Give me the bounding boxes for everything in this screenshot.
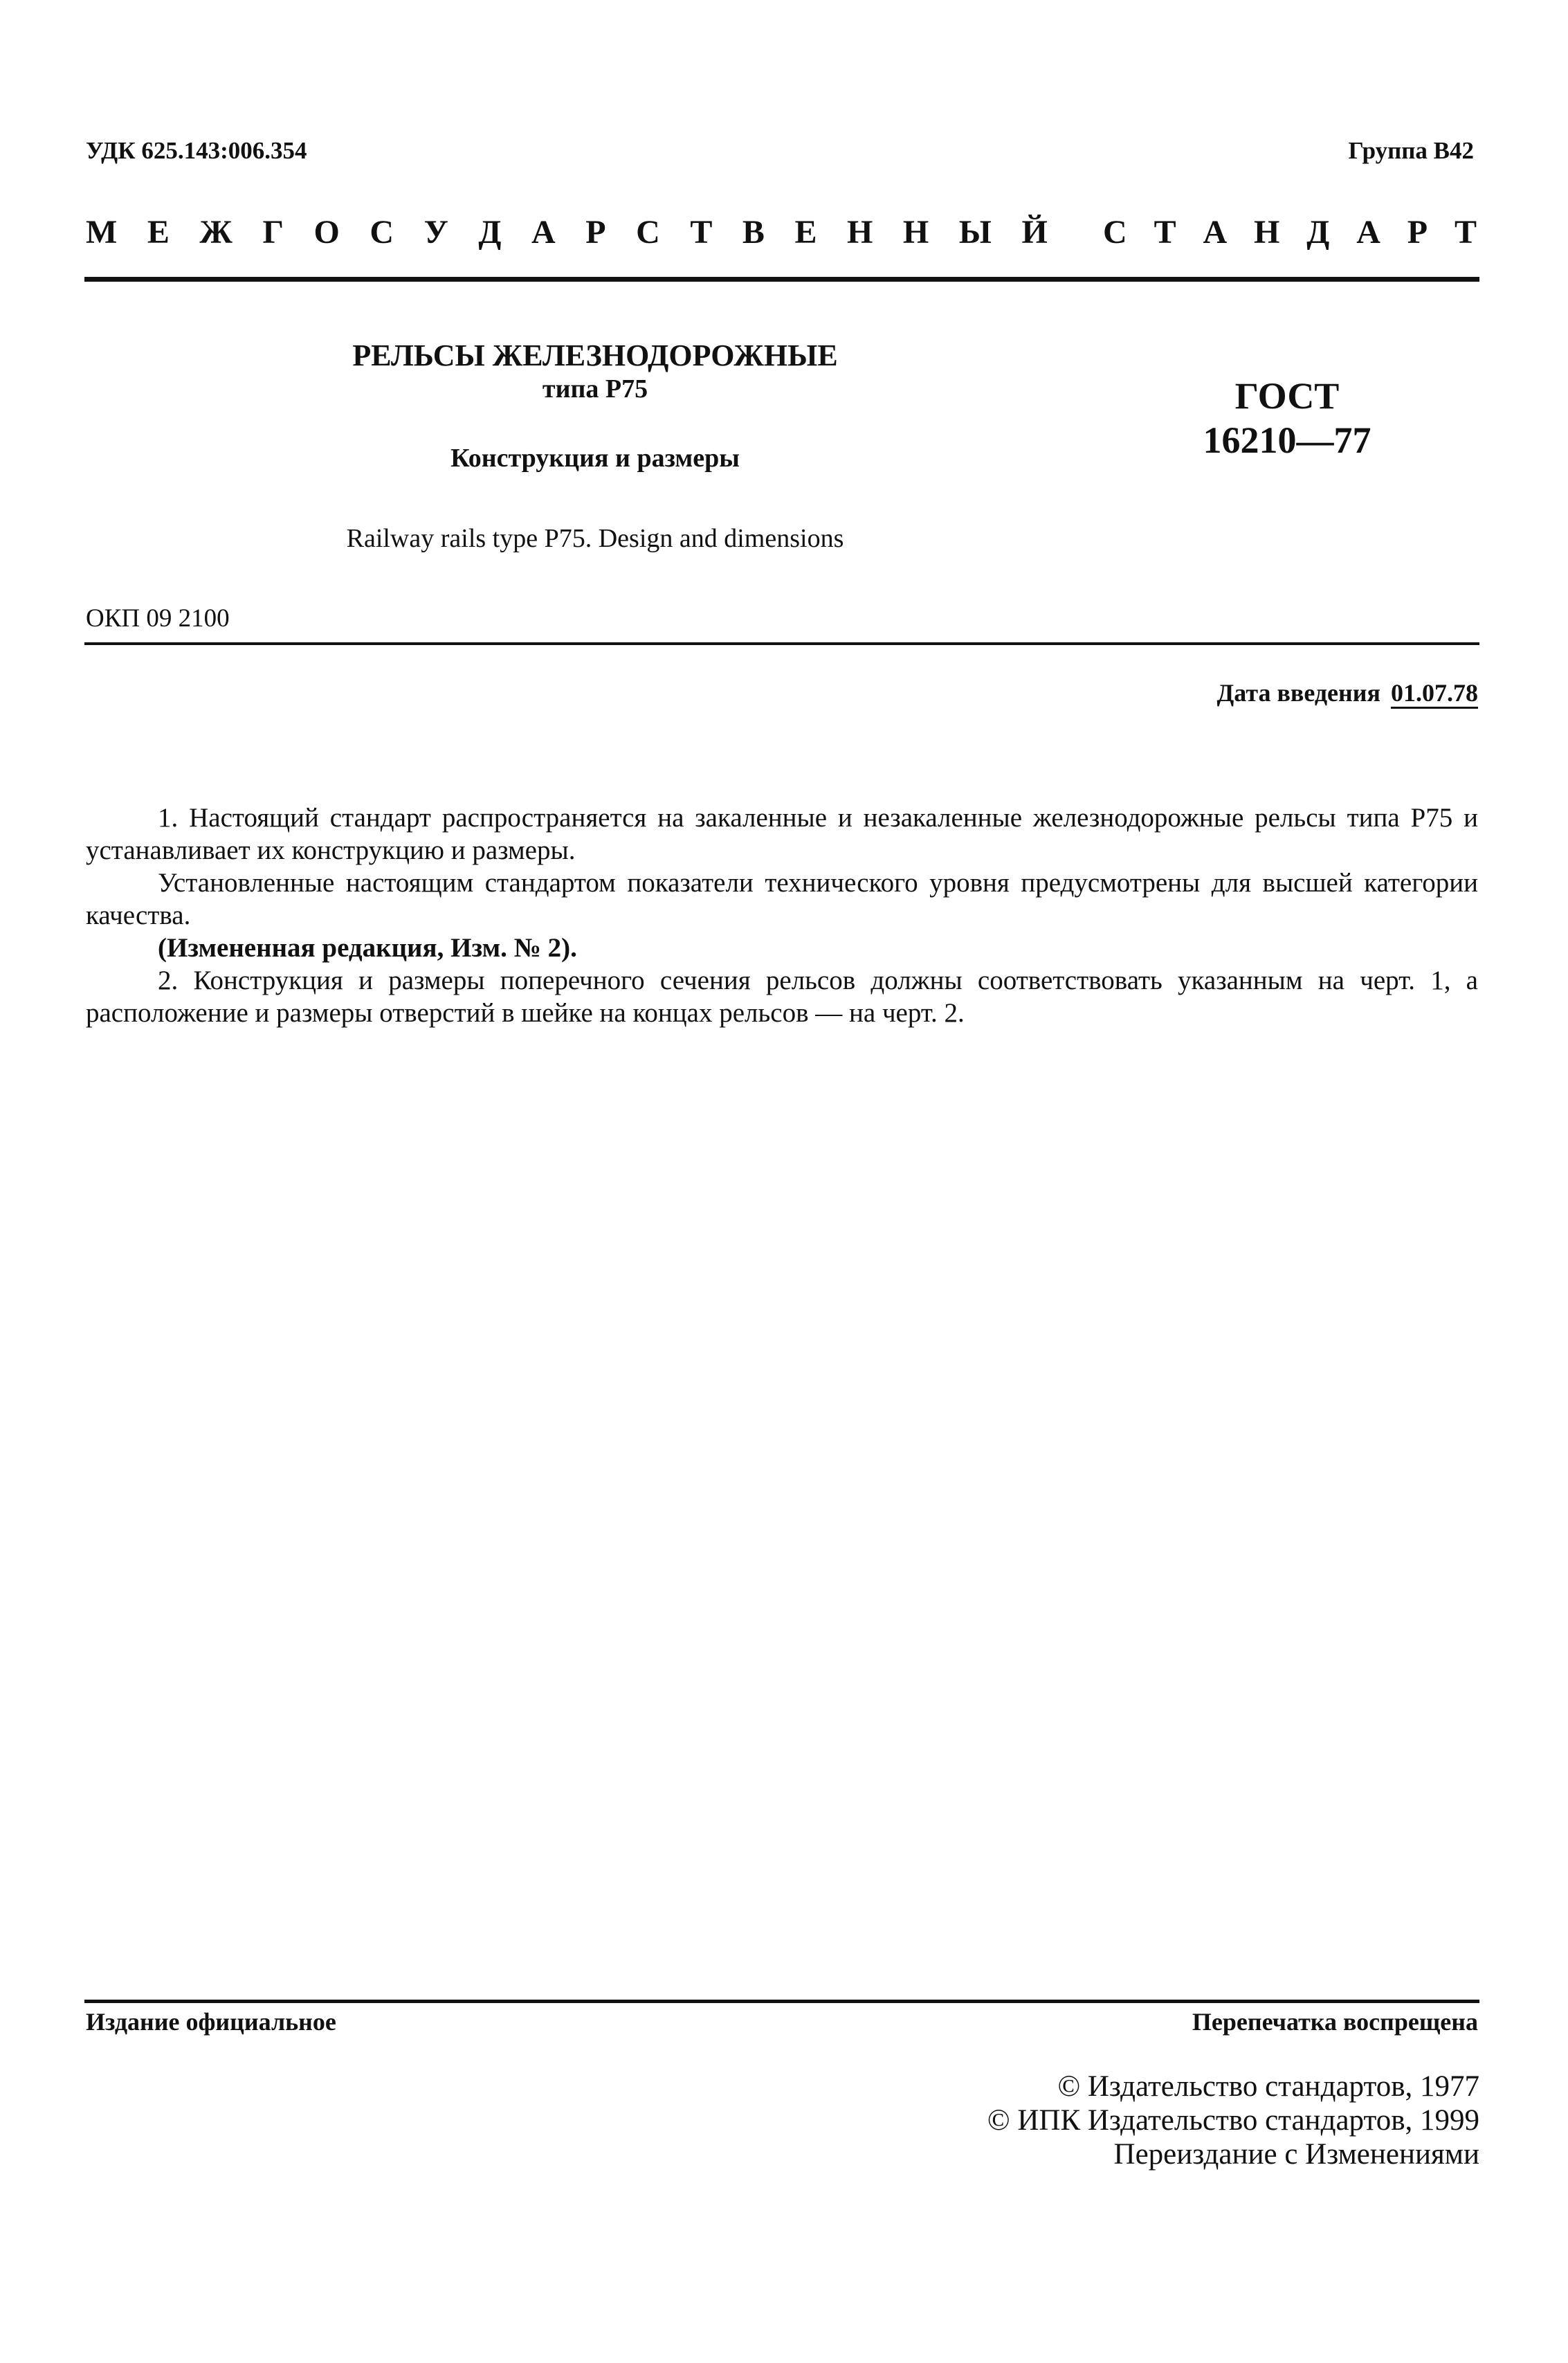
document-topic: Конструкция и размеры [450, 444, 740, 473]
body-text [86, 802, 1478, 1029]
heading-letter: Д [1306, 214, 1330, 251]
introduction-date-value: 01.07.78 [1391, 679, 1478, 707]
paragraph-design: 2. Конструкция и размеры поперечного сечения рельсов должны соответствовать указанным на черт. 1, а расположение и размеры отверстий в шейке на концах рельсов — на черт. 2. [86, 966, 1478, 1028]
heading-letter: Р [1407, 214, 1428, 251]
gost-designation [1169, 374, 1405, 462]
heading-letter: Н [902, 214, 929, 251]
heading-letter: Ы [958, 214, 992, 251]
heading-letter: Е [794, 214, 817, 251]
udk-code: УДК 625.143:006.354 [86, 137, 307, 164]
heading-letter: Т [1154, 214, 1176, 251]
heading-letter: А [1356, 214, 1380, 251]
heading-letter: С [370, 214, 394, 251]
heading-letter: С [636, 214, 660, 251]
heading-letter: Т [690, 214, 713, 251]
interstate-standard-heading [86, 213, 1477, 251]
heading-letter: О [313, 214, 340, 251]
heading-letter: Г [262, 214, 284, 251]
heading-letter: Н [1254, 214, 1280, 251]
reprint-prohibited-label: Перепечатка воспрещена [1192, 2008, 1478, 2036]
heading-letter: У [423, 214, 448, 251]
heading-letter: А [1203, 214, 1228, 251]
heading-letter: Ж [199, 214, 233, 251]
heading-letter: Р [585, 214, 606, 251]
english-title: Railway rails type P75. Design and dimensions [346, 524, 844, 553]
heading-letter: Й [1021, 214, 1048, 251]
heading-letter: Е [147, 214, 170, 251]
footer-divider [84, 2000, 1479, 2003]
heading-word-interstate [86, 213, 1048, 251]
heading-letter: Н [847, 214, 873, 251]
document-title-block [277, 338, 913, 554]
paragraph-amendment: (Измененная редакция, Изм. № 2). [158, 933, 577, 963]
introduction-date [1217, 678, 1479, 707]
introduction-date-label: Дата введения [1216, 679, 1380, 707]
copyright-block [987, 2070, 1479, 2171]
gost-label: ГОСТ [1234, 375, 1340, 417]
okp-code: ОКП 09 2100 [86, 604, 230, 633]
heading-letter: С [1103, 214, 1127, 251]
heading-letter: В [742, 214, 765, 251]
heading-letter: Д [478, 214, 502, 251]
okp-divider [84, 642, 1479, 645]
copyright-line: © ИПК Издательство стандартов, 1999 [987, 2104, 1479, 2137]
copyright-line: © Издательство стандартов, 1977 [1057, 2070, 1479, 2103]
reissue-line: Переиздание с Изменениями [1113, 2138, 1479, 2171]
heading-letter: А [531, 214, 556, 251]
heading-letter: Т [1454, 214, 1477, 251]
document-title: РЕЛЬСЫ ЖЕЛЕЗНОДОРОЖНЫЕ [352, 338, 838, 372]
paragraph-scope: 1. Настоящий стандарт распространяется на закаленные и незакаленные железнодорожные рельсы типа Р75 и устанавливает их конструкцию и размеры. [86, 803, 1478, 865]
heading-letter: М [86, 214, 118, 251]
header-divider [84, 277, 1479, 282]
document-subtitle: типа Р75 [542, 374, 648, 404]
official-edition-label: Издание официальное [86, 2008, 336, 2036]
heading-word-standard [1103, 213, 1477, 251]
gost-number: 16210—77 [1203, 419, 1371, 461]
paragraph-quality: Установленные настоящим стандартом показатели технического уровня предусмотрены для высшей категории качества. [86, 868, 1478, 930]
group-code: Группа В42 [1348, 137, 1474, 164]
